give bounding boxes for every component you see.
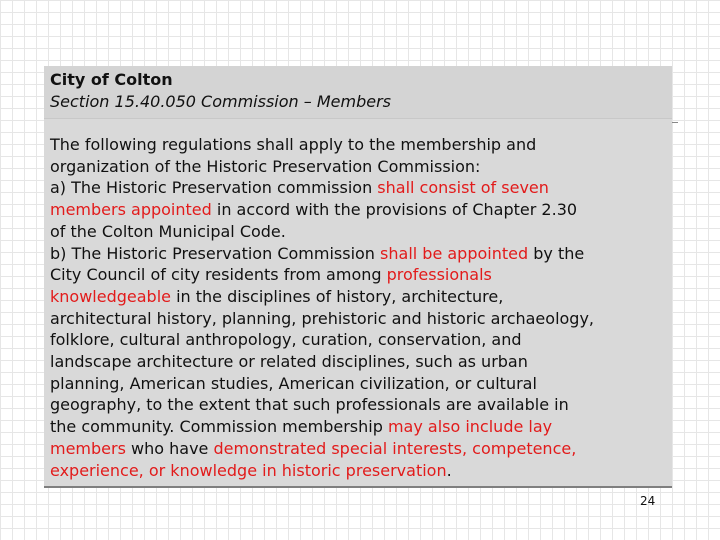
plain-text: City Council of city residents from among [50,265,387,285]
plain-text: folklore, cultural anthropology, curation, conservation, and [50,330,522,350]
text-line [50,264,678,286]
text-line [50,394,678,416]
text-line [50,134,678,156]
highlighted-text: knowledgeable [50,286,171,306]
highlighted-text: shall consist of seven [377,178,549,198]
text-line [50,199,678,221]
slide-title: City of Colton [50,70,173,89]
text-line [50,286,678,308]
page-number: 24 [640,494,656,508]
plain-text: in the disciplines of history, architecture, [170,286,504,306]
plain-text: geography, to the extent that such professionals are available in [50,395,569,415]
plain-text: planning, American studies, American civilization, or cultural [50,373,537,393]
highlighted-text: members [50,438,126,458]
plain-text: landscape architecture or related disciplines, such as urban [50,352,528,372]
regulation-text [50,134,678,481]
plain-text: b) The Historic Preservation Commission [50,243,381,263]
plain-text: in accord with the provisions of Chapter 2.30 [211,200,578,220]
plain-text: by the [528,243,585,263]
highlighted-text: shall be appointed [380,243,529,263]
header-divider [44,118,672,119]
plain-text: who have [125,438,214,458]
plain-text: The following regulations shall apply to the membership and [50,135,537,154]
text-line [50,351,678,373]
plain-text: of the Colton Municipal Code. [50,221,286,241]
divider-tick [672,122,678,123]
text-line [50,221,678,243]
highlighted-text: demonstrated special interests, competence, [213,438,577,458]
highlighted-text: experience, or knowledge in historic preservation [50,460,447,480]
plain-text: a) The Historic Preservation commission [50,178,378,198]
plain-text: architectural history, planning, prehistoric and historic archaeology, [50,308,595,328]
text-line [50,438,678,460]
highlighted-text: may also include lay [387,417,553,437]
slide-subtitle: Section 15.40.050 Commission – Members [50,92,391,111]
text-line [50,329,678,351]
highlighted-text: professionals [386,265,492,285]
text-line [50,177,678,199]
text-line [50,373,678,395]
highlighted-text: members appointed [50,200,212,220]
text-line [50,243,678,265]
text-line [50,416,678,438]
text-line [50,156,678,178]
footer-divider [44,486,672,488]
plain-text: . [446,460,452,480]
text-line [50,308,678,330]
plain-text: organization of the Historic Preservation Commission: [50,156,481,176]
text-line [50,460,678,482]
plain-text: the community. Commission membership [50,417,388,437]
